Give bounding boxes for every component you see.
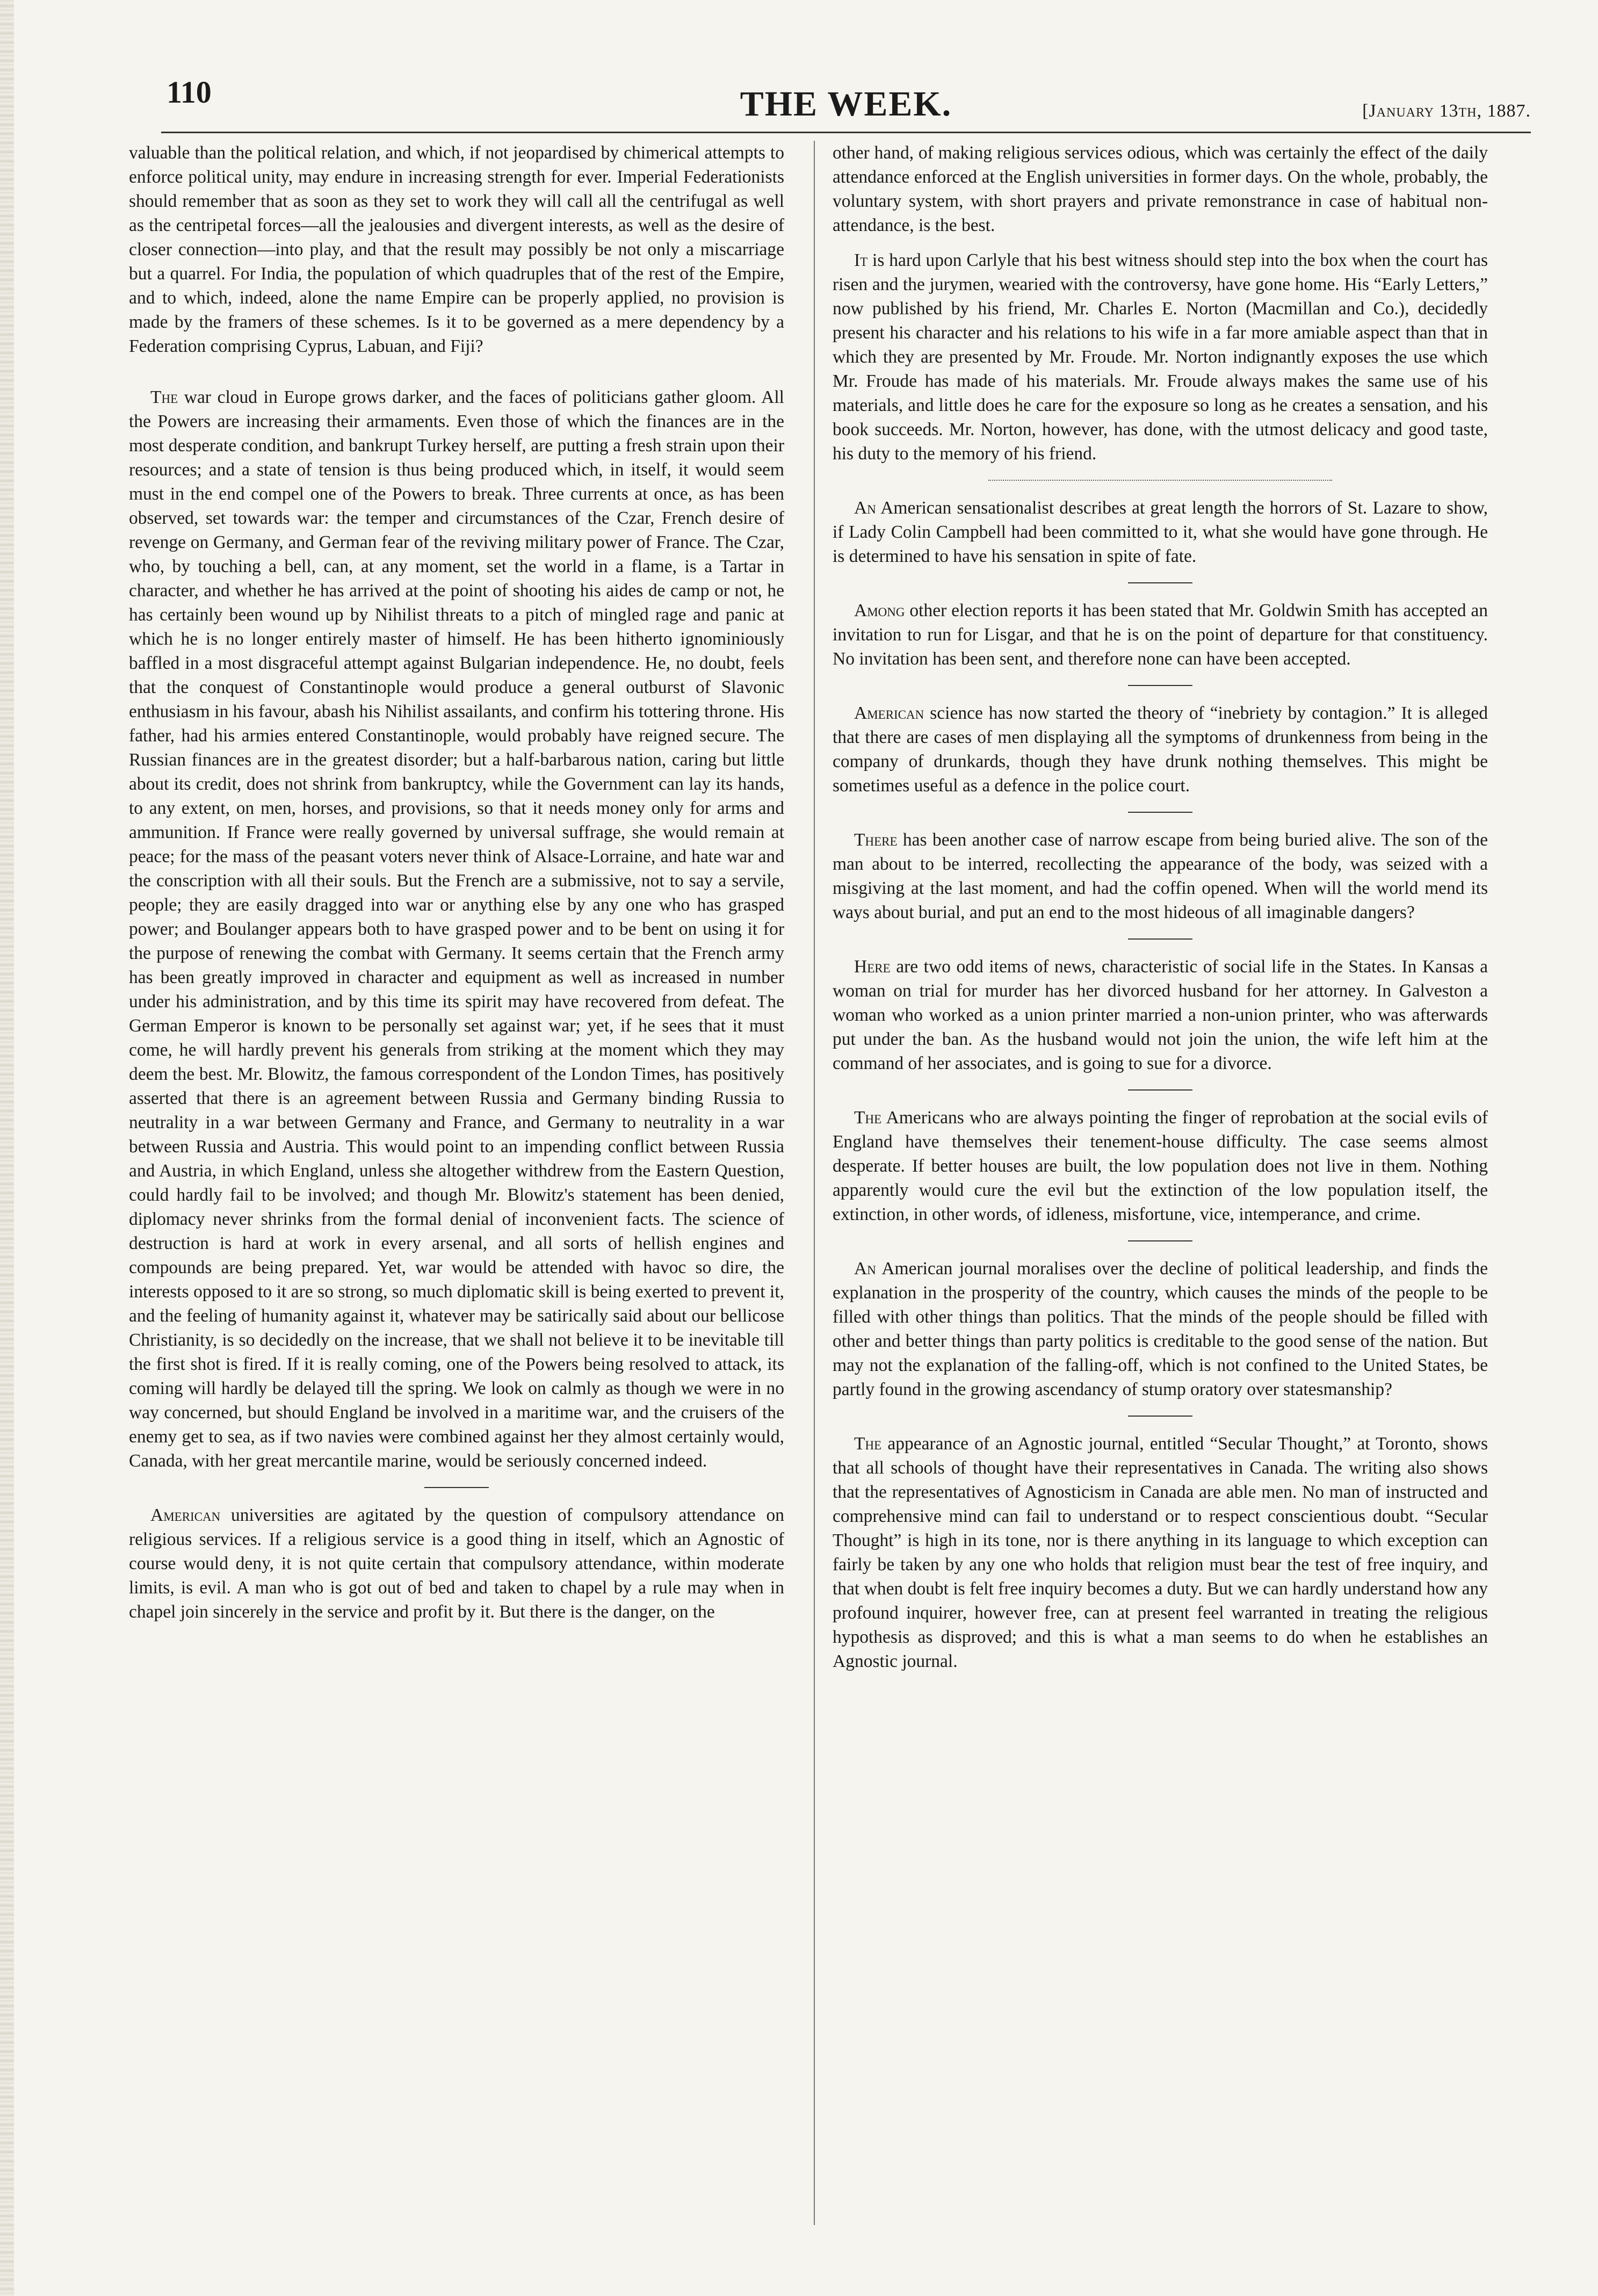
issue-date: [January 13th, 1887. [1362,101,1531,121]
article-text: war cloud in Europe grows darker, and the faces of politicians gather gloom. All the Powers are increasing their armaments. Even those of which the finances are in the most desperate condition, and bankrupt Turkey herself, are putting a fresh strain upon their resources; and a state of tension is thus being produced which, in itself, it would seem must in the end compel one of the Powers to break. Three currents at once, as has been observed, set towards war: the temper and circumstances of the Czar, French desire of revenge on Germany, and German fear of the reviving military power of France. The Czar, who, by touching a bell, can, at any moment, set the world in a flame, is a Tartar in character, and whether he has arrived at the point of shooting his aides de camp or not, he has certainly been wound up by Nihilist threats to a pitch of mingled rage and panic at which he is no longer entirely master of himself. He has been hitherto ignominiously baffled in a most disgraceful attempt against Bulgarian independence. He, no doubt, feels that the conquest of Constantinople would produce a general outburst of Slavonic enthusiasm in his favour, abash his Nihilist assailants, and confirm his tottering throne. His father, had his armies entered Constantinople, would probably have reigned secure. The Russian finances are in the greatest disorder; but a half-barbarous nation, caring but little about its credit, does not shrink from bankruptcy, while the Government can lay its hands, to any extent, on men, horses, and provisions, so that it needs money only for arms and ammunition. If France were really governed by universal suffrage, she would remain at peace; for the mass of the peasant voters never think of Alsace-Lorraine, and hate war and the conscription with all their souls. But the French are a submissive, not to say a servile, people; they are easily dragged into war or anything else by any one who has grasped power; and Boulanger appears both to have grasped power and to be bent on using it for the purpose of renewing the combat with Germany. It seems certain that the French army has been greatly improved in character and equipment as well as increased in number under his administration, and by this time its spirit may have recovered from defeat. The German Emperor is known to be personally set against war; yet, if he sees that it must come, he will hardly prevent his generals from striking at the moment which they may deem the best. Mr. Blowitz, the famous correspondent of the London Times, has positively asserted that there is an agreement between Russia and Germany binding Russia to neutrality in a war between Germany and France, and Germany to neutrality in a war between Russia and Austria. This would point to an impending conflict between Russia and Austria, in which England, unless she altogether withdrew from the Eastern Question, could hardly fail to be involved; and though Mr. Blowitz's statement has been denied, diplomacy never shrinks from the formal denial of inconvenient facts. The science of destruction is hard at work in every arsenal, and all sorts of hellish engines and compounds are being prepared. Yet, war would be attended with havoc so dire, the interests opposed to it are so strong, so much diplomatic skill is being exerted to prevent it, and the feeling of humanity against it, whatever may be satirically said about our bellicose Christianity, is so decidedly on the increase, that we shall not believe it to be inevitable till the first shot is fired. If it is really coming, one of the Powers being resolved to attack, its coming will hardly be delayed till the spring. We look on calmly as though we were in no way concerned, but should England be involved in a maritime war, and the cruisers of the enemy get to sea, as if two navies were combined against her they almost certainly would, Canada, with her great mercantile marine, would be seriously concerned indeed. [129,387,784,1471]
article-odd-news [833,955,1488,1075]
article-agnostic [833,1432,1488,1673]
lead-word: The [854,1108,882,1128]
binding-gutter [0,0,14,2296]
section-divider [1128,1089,1192,1091]
lead-word: Among [854,601,905,620]
section-divider [1128,938,1192,940]
lead-word: American [150,1505,221,1525]
lead-word: American [854,703,924,723]
article-war-cloud [129,385,784,1473]
article-text: other election reports it has been stated that Mr. Goldwin Smith has accepted an invitation to run for Lisgar, and that he is on the point of departure for that constituency. No invitation has been sent, and therefore none can have been accepted. [833,601,1488,669]
section-divider [988,480,1332,481]
page-header [161,69,1531,133]
article-text: science has now started the theory of “inebriety by contagion.” It is alleged that there are cases of men displaying all the symptoms of drunkenness from being in the company of drunkards, though they have drunk nothing themselves. This might be sometimes useful as a defence in the police court. [833,703,1488,796]
lead-word: The [150,387,178,407]
lead-word: There [854,830,898,850]
continued-paragraph: other hand, of making religious services odious, which was certainly the effect of the daily attendance enforced at the English universities in former days. On the whole, probably, the voluntary system, with short prayers and private remonstrance in case of habitual non-attendance, is the best. [833,143,1488,235]
lead-word: An [854,1259,876,1279]
article-universities [129,1503,784,1624]
article-election [833,598,1488,671]
section-divider [1128,582,1192,583]
article-text: Americans who are always pointing the finger of reprobation at the social evils of England have themselves their tenement-house difficulty. The case seems almost desperate. If better houses are built, the low population does not live in them. Nothing apparently would cure the evil but the extinction of the low population itself, the extinction, in other words, of idleness, misfortune, vice, intemperance, and crime. [833,1108,1488,1224]
article-leadership [833,1257,1488,1402]
article-inebriety [833,701,1488,798]
article-carlyle [833,248,1488,466]
article-sensationalist [833,496,1488,568]
section-divider [424,1487,489,1488]
page-number: 110 [167,75,212,110]
section-divider [1128,1416,1192,1417]
lead-word: Here [854,957,891,977]
lead-word: An [854,498,876,518]
article-text: universities are agitated by the question of compulsory attendance on religious services. If a religious service is a good thing in itself, which an Agnostic of course would deny, it is not quite certain that compulsory attendance, within moderate limits, is evil. A man who is got out of bed and taken to chapel by a rule may when in chapel join sincerely in the service and profit by it. But there is the danger, on the [129,1505,785,1622]
continued-paragraph: valuable than the political relation, and which, if not jeopardised by chimerical attempts to enforce political unity, may endure in increasing strength for ever. Imperial Federationists should remember that as soon as they set to work they will call all the centrifugal as well as the centripetal forces—all the jealousies and divergent interests, as well as the desire of closer connection—into play, and that the result may possibly be not only a miscarriage but a quarrel. For India, the population of which quadruples that of the rest of the Empire, and to which, indeed, alone the name Empire can be properly applied, no provision is made by the framers of these schemes. Is it to be governed as a mere dependency by a Federation comprising Cyprus, Labuan, and Fiji? [129,143,784,356]
article-text: American sensationalist describes at great length the horrors of St. Lazare to show, if Lady Colin Campbell had been committed to it, what she would have gone through. He is determined to have his sensation in spite of fate. [833,498,1488,566]
article-text: are two odd items of news, characteristic of social life in the States. In Kansas a woman on trial for murder has her divorced husband for her attorney. In Galveston a woman who worked as a union printer married a non-union printer, who was afterwards put under the ban. As the husband would not join the union, the wife left him at the command of her associates, and is going to sue for a divorce. [833,957,1488,1073]
article-burial [833,828,1488,925]
section-divider [1128,1240,1192,1241]
header-rule [161,132,1531,133]
right-column [833,141,1488,1673]
lead-word: It [854,250,868,270]
section-divider [1128,685,1192,686]
article-text: appearance of an Agnostic journal, entitled “Secular Thought,” at Toronto, shows that all schools of thought have their representatives in Canada. The writing also shows that the representatives of Agnosticism in Canada are able men. No man of instructed and comprehensive mind can fail to understand or to respect conscientious doubt. “Secular Thought” is high in its tone, nor is there anything in its language to which exception can fairly be taken by any one who holds that religion must bear the test of free inquiry, and that when doubt is felt free inquiry becomes a duty. But we can hardly understand how any profound inquirer, however free, can at present feel warranted in treating the religious hypothesis as disproved; and this is what a man seems to do when he establishes an Agnostic journal. [833,1434,1488,1671]
section-divider [1128,812,1192,813]
left-column [129,141,784,1624]
article-text: is hard upon Carlyle that his best witness should step into the box when the court has risen and the jurymen, wearied with the controversy, have gone home. His “Early Letters,” now published by his friend, Mr. Charles E. Norton (Macmillan and Co.), decidedly present his character and his relations to his wife in a far more amiable aspect than that in which they are presented by Mr. Froude. Mr. Norton indignantly exposes the use which Mr. Froude has made of his materials. Mr. Froude always makes the same use of his materials, and little does he care for the exposure so long as he creates a sensation, and his book succeeds. Mr. Norton, however, has done, with the utmost delicacy and good taste, his duty to the memory of his friend. [833,250,1488,464]
column-divider [814,141,815,2225]
article-tenement [833,1106,1488,1226]
article-text: American journal moralises over the decline of political leadership, and finds the explanation in the prosperity of the country, which causes the minds of the people to be filled with other things than politics. That the minds of the people should be filled with other and better things than party politics is creditable to the good sense of the nation. But may not the explanation of the falling-off, which is not confined to the United States, be partly found in the growing ascendancy of stump oratory over statesmanship? [833,1259,1488,1399]
lead-word: The [854,1434,882,1454]
article-text: has been another case of narrow escape from being buried alive. The son of the man about to be interred, recollecting the appearance of the body, was seized with a misgiving at the last moment, and had the coffin opened. When will the world mend its ways about burial, and put an end to the most hideous of all imaginable dangers? [833,830,1488,922]
journal-title: THE WEEK. [740,84,952,124]
